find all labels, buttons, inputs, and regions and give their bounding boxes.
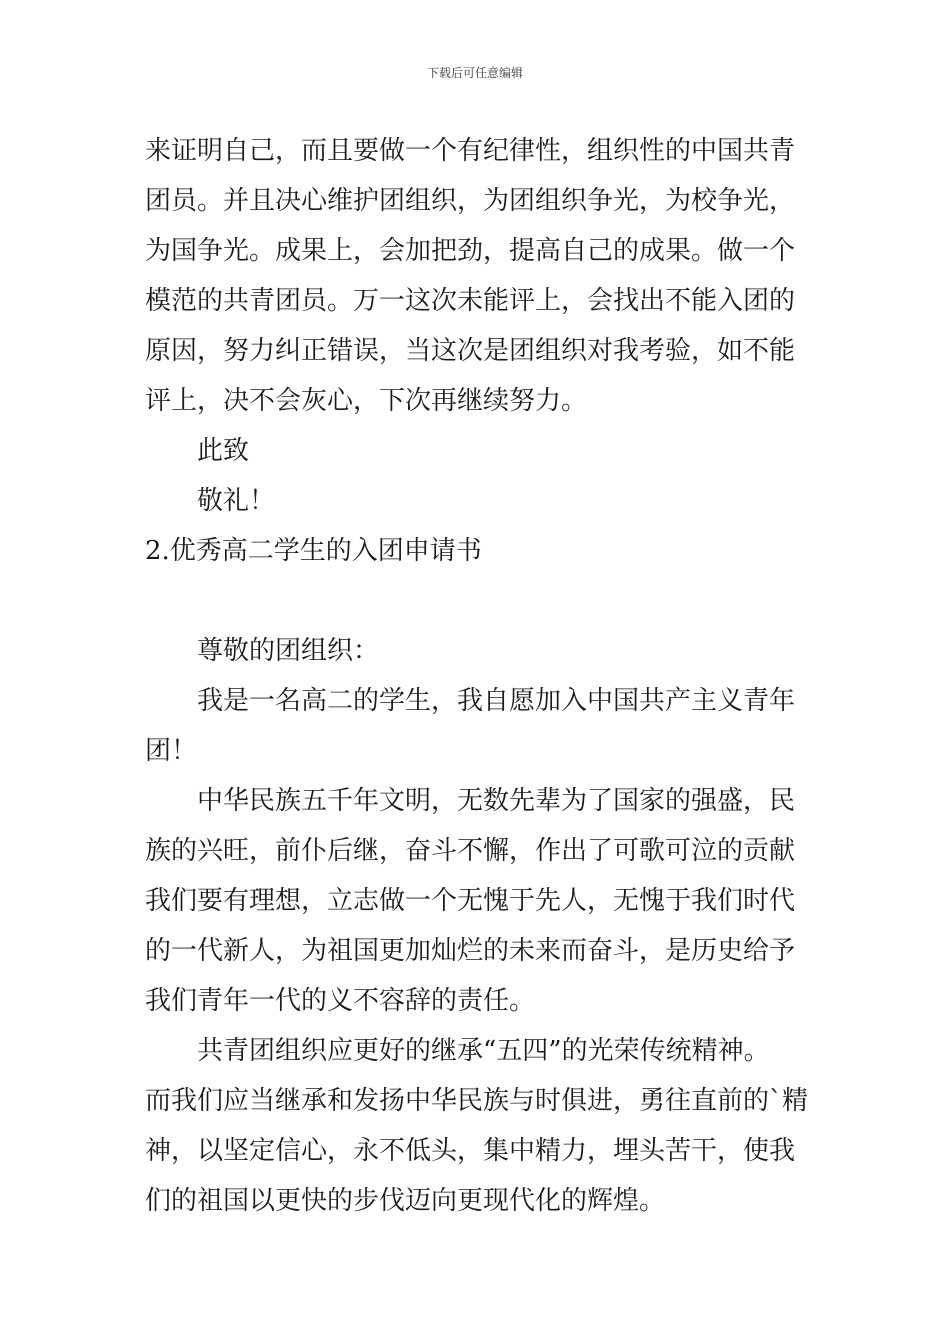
greeting-line: 尊敬的团组织： [197, 636, 380, 666]
paragraph-line: 我们要有理想，立志做一个无愧于先人，无愧于我们时代 [145, 886, 796, 916]
paragraph-line: 来证明自己，而且要做一个有纪律性，组织性的中国共青 [145, 136, 796, 166]
paragraph-line: 团员。并且决心维护团组织，为团组织争光，为校争光， [145, 186, 796, 216]
paragraph-line: 我是一名高二的学生，我自愿加入中国共产主义青年 [197, 686, 796, 716]
paragraph-line: 我们青年一代的义不容辞的责任。 [145, 986, 536, 1016]
paragraph-line: 为国争光。成果上，会加把劲，提高自己的成果。做一个 [145, 236, 796, 266]
paragraph-line: 族的兴旺，前仆后继，奋斗不懈，作出了可歌可泣的贡献 [145, 836, 796, 866]
salutation-line: 此致 [197, 436, 250, 466]
paragraph-line: 共青团组织应更好的继承“五四”的光荣传统精神。 [197, 1036, 770, 1066]
paragraph-line: 中华民族五千年文明，无数先辈为了国家的强盛，民 [197, 786, 796, 816]
paragraph-line: 团！ [145, 736, 198, 766]
salutation-line: 敬礼！ [197, 486, 276, 516]
paragraph-line: 模范的共青团员。万一这次未能评上，会找出不能入团的 [145, 286, 796, 316]
blank-line [145, 576, 810, 626]
paragraph-line: 而我们应当继承和发扬中华民族与时俱进，勇往直前的`精 [145, 1086, 809, 1116]
paragraph-line: 们的祖国以更快的步伐迈向更现代化的辉煌。 [145, 1186, 666, 1216]
paragraph-line: 的一代新人，为祖国更加灿烂的未来而奋斗，是历史给予 [145, 936, 796, 966]
page-header: 下载后可任意编辑 [426, 66, 523, 80]
section-heading: 2.优秀高二学生的入团申请书 [145, 536, 482, 566]
paragraph-line: 评上，决不会灰心，下次再继续努力。 [145, 386, 588, 416]
document-body [145, 126, 810, 1226]
paragraph-line: 原因，努力纠正错误，当这次是团组织对我考验，如不能 [145, 336, 796, 366]
paragraph-line: 神，以坚定信心，永不低头，集中精力，埋头苦干，使我 [145, 1136, 796, 1166]
